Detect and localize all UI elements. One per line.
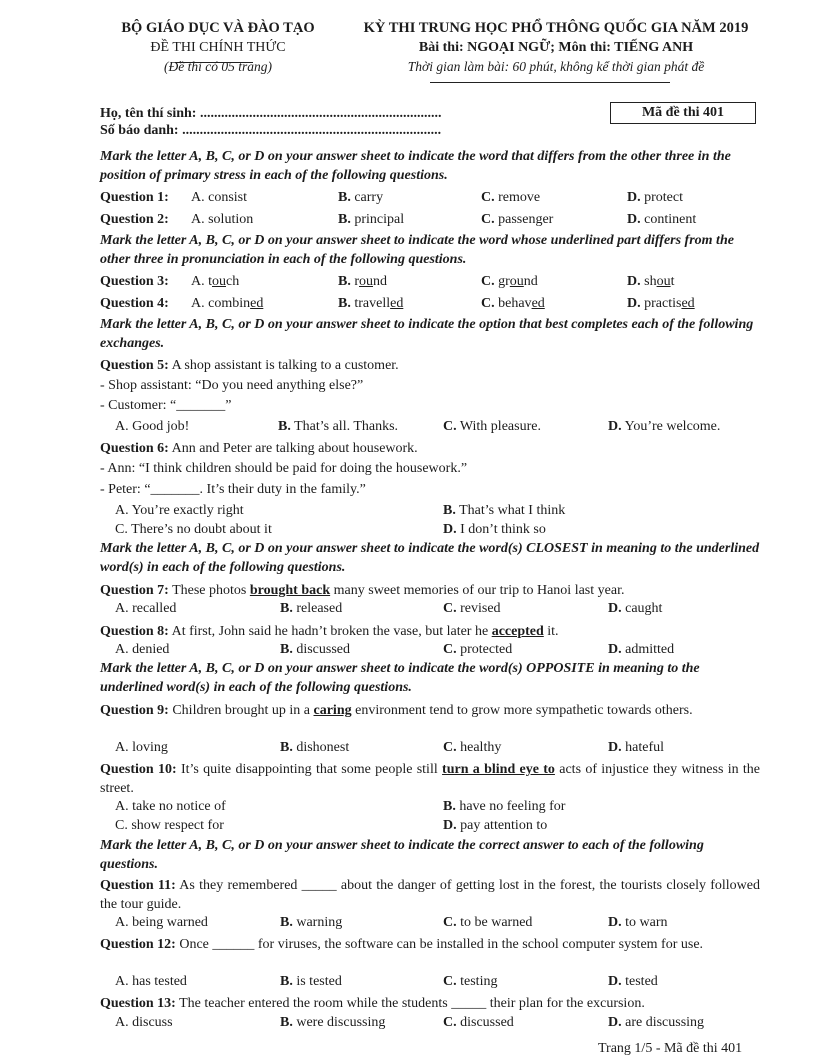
option-text: admitted: [625, 642, 675, 657]
option-text: warning: [296, 915, 343, 930]
option-d: [627, 189, 683, 207]
option-text: healthy: [460, 740, 502, 755]
dialogue-line: - Customer: “_______”: [100, 398, 232, 413]
instruction-closest: Mark the letter A, B, C, or D on your answer sheet to indicate the word(s) CLOSEST in meaning to the underlined word(s) in each of the following questions.: [100, 541, 760, 575]
question-label: Question 5:: [100, 358, 169, 373]
option-letter: C.: [443, 642, 457, 657]
underlined-part: ed: [250, 296, 264, 311]
underlined-phrase: accepted: [491, 624, 544, 639]
option-d: D. shout: [627, 274, 675, 289]
option-text: is tested: [296, 974, 342, 989]
header-left-rule: [175, 62, 253, 63]
option-b: [280, 641, 350, 659]
option-c: C. There’s no doubt about it: [115, 522, 272, 537]
question-label: Question 13:: [100, 996, 176, 1011]
option-text: That’s what I think: [459, 503, 566, 518]
option-letter: B.: [338, 212, 351, 227]
option-b: [280, 1014, 385, 1032]
option-text: hateful: [625, 740, 664, 755]
option-letter: C.: [481, 190, 495, 205]
option-d: [443, 817, 547, 835]
option-c: [443, 914, 532, 932]
option-a: A. denied: [115, 642, 170, 657]
option-letter: D.: [608, 740, 622, 755]
option-letter: B.: [280, 974, 293, 989]
option-text: caught: [625, 601, 663, 616]
option-letter: C.: [443, 419, 457, 434]
option-letter: B.: [280, 642, 293, 657]
official-label: ĐỀ THI CHÍNH THỨC: [150, 40, 286, 55]
option-c: [443, 641, 512, 659]
option-letter: D.: [627, 274, 641, 289]
option-c: C. behaved: [481, 296, 545, 311]
dialogue-line: - Shop assistant: “Do you need anything else?”: [100, 378, 364, 393]
option-b: [280, 973, 342, 991]
question-label: Question 2:: [100, 212, 169, 227]
option-text: dishonest: [296, 740, 350, 755]
option-text: to warn: [625, 915, 668, 930]
exam-time: Thời gian làm bài: 60 phút, không kể thời gian phát đề: [407, 59, 705, 74]
option-a: A. has tested: [115, 974, 187, 989]
question-text: As they remembered _____ about the danger of getting lost in the forest, the tourists closely followed the tour guide.: [100, 878, 760, 912]
instruction-correct: Mark the letter A, B, C, or D on your answer sheet to indicate the correct answer to each of the following questions.: [100, 838, 704, 872]
option-text: discussed: [460, 1015, 514, 1030]
option-d: [608, 739, 664, 757]
instruction-opposite: Mark the letter A, B, C, or D on your answer sheet to indicate the word(s) OPPOSITE in meaning to the underlined word(s) in each of the following questions.: [100, 661, 700, 695]
header-left: [102, 18, 334, 76]
option-text: tested: [625, 974, 658, 989]
option-text: testing: [460, 974, 498, 989]
underlined-part: ou: [509, 274, 524, 289]
option-letter: D.: [627, 212, 641, 227]
option-a: A. being warned: [115, 915, 208, 930]
exam-title: KỲ THI TRUNG HỌC PHỔ THÔNG QUỐC GIA NĂM 2019: [363, 20, 749, 36]
underlined-part: ou: [359, 274, 374, 289]
option-c: [443, 418, 541, 436]
option-b: [338, 189, 383, 207]
underlined-phrase: caring: [313, 703, 352, 718]
dialogue-line: - Peter: “_______. It’s their duty in the family.”: [100, 482, 366, 497]
option-text: passenger: [498, 212, 554, 227]
question-6: [100, 440, 760, 458]
option-b: [280, 914, 342, 932]
option-text: released: [296, 601, 343, 616]
option-text: carry: [354, 190, 384, 205]
option-text: are discussing: [625, 1015, 705, 1030]
question-text: The teacher entered the room while the students _____ their plan for the excursion.: [179, 996, 645, 1011]
underlined-part: ed: [390, 296, 404, 311]
option-letter: C.: [443, 1015, 457, 1030]
question-8: Question 8: At first, John said he hadn’t broken the vase, but later he accepted it.: [100, 624, 559, 639]
underlined-part: ed: [681, 296, 695, 311]
option-a: A. consist: [191, 190, 247, 205]
underlined-part: ou: [212, 274, 226, 289]
question-7: Question 7: These photos brought back many sweet memories of our trip to Hanoi last year.: [100, 583, 625, 598]
exam-code-box: Mã đề thi 401: [610, 102, 756, 124]
option-letter: C.: [443, 974, 457, 989]
option-letter: C.: [481, 296, 495, 311]
question-label: Question 11:: [100, 878, 176, 893]
option-c: C. ground: [481, 274, 538, 289]
option-text: discussed: [296, 642, 351, 657]
option-c: C. show respect for: [115, 818, 224, 833]
option-text: pay attention to: [460, 818, 548, 833]
question-label: Question 3:: [100, 274, 169, 289]
option-letter: D.: [627, 190, 641, 205]
candidate-name-field: Họ, tên thí sinh: .....................................................................: [100, 106, 442, 121]
option-letter: D.: [443, 818, 457, 833]
option-letter: B.: [338, 274, 351, 289]
option-letter: B.: [280, 1015, 293, 1030]
option-text: protected: [460, 642, 513, 657]
option-text: revised: [460, 601, 501, 616]
option-text: to be warned: [460, 915, 533, 930]
question-label: Question 1:: [100, 190, 169, 205]
option-a: A. You’re exactly right: [115, 503, 244, 518]
option-b: [443, 502, 565, 520]
instruction-pronunciation: Mark the letter A, B, C, or D on your answer sheet to indicate the word whose underlined part differs from the other three in pronunciation in each of the following questions.: [100, 233, 734, 267]
option-letter: B.: [443, 503, 456, 518]
option-c: [443, 739, 501, 757]
question-text: Once ______ for viruses, the software can be installed in the school computer system for use.: [179, 937, 704, 952]
option-d: [608, 641, 674, 659]
question-13: [100, 995, 760, 1013]
option-d: [608, 914, 668, 932]
option-d: [627, 211, 696, 229]
option-letter: C.: [443, 601, 457, 616]
option-c: [481, 211, 553, 229]
question-text: A shop assistant is talking to a customer.: [171, 358, 399, 373]
question-label: Question 6:: [100, 441, 169, 456]
question-label: Question 4:: [100, 296, 169, 311]
option-d: [443, 521, 546, 539]
option-d: [608, 600, 662, 618]
option-a: A. combined: [191, 296, 264, 311]
option-a: A. take no notice of: [115, 799, 226, 814]
dialogue-line: - Ann: “I think children should be paid for doing the housework.”: [100, 461, 468, 476]
instruction-exchanges: Mark the letter A, B, C, or D on your answer sheet to indicate the option that best completes each of the following exchanges.: [100, 317, 754, 351]
option-a: A. Good job!: [115, 419, 190, 434]
option-letter: B.: [280, 740, 293, 755]
option-letter: B.: [278, 419, 291, 434]
option-c: [443, 600, 501, 618]
option-a: A. discuss: [115, 1015, 173, 1030]
option-text: You’re welcome.: [624, 419, 721, 434]
page-footer: Trang 1/5 - Mã đề thi 401: [598, 1041, 743, 1056]
option-text: remove: [498, 190, 541, 205]
underlined-part: ed: [531, 296, 545, 311]
instruction-stress: Mark the letter A, B, C, or D on your answer sheet to indicate the word that differs from the other three in the position of primary stress in each of the following questions.: [100, 149, 731, 183]
option-letter: D.: [608, 1015, 622, 1030]
header-right: [336, 18, 776, 76]
option-letter: D.: [608, 419, 622, 434]
underlined-phrase: turn a blind eye to: [442, 762, 555, 777]
option-letter: C.: [481, 274, 495, 289]
option-d: [608, 418, 720, 436]
option-letter: D.: [608, 642, 622, 657]
option-d: [608, 1014, 704, 1032]
pages-note: (Đề thi có 05 trang): [164, 59, 272, 74]
option-letter: D.: [443, 522, 457, 537]
option-d: [608, 973, 658, 991]
option-text: With pleasure.: [459, 419, 541, 434]
question-12: [100, 936, 760, 955]
option-text: I don’t think so: [460, 522, 546, 537]
option-letter: C.: [481, 212, 495, 227]
option-text: protect: [644, 190, 683, 205]
option-letter: B.: [338, 190, 351, 205]
option-letter: D.: [608, 974, 622, 989]
option-a: A. recalled: [115, 601, 177, 616]
option-b: B. travelled: [338, 296, 404, 311]
option-letter: B.: [338, 296, 351, 311]
option-letter: D.: [608, 915, 622, 930]
option-a: A. touch: [191, 274, 240, 289]
question-label: Question 7:: [100, 583, 169, 598]
underlined-phrase: brought back: [249, 583, 331, 598]
option-letter: B.: [280, 915, 293, 930]
candidate-number-field: Số báo danh: ..........................................................................: [100, 123, 442, 138]
question-10: Question 10: It’s quite disappointing that some people still turn a blind eye to acts of injustice they witness in the street.: [100, 762, 761, 796]
question-9: Question 9: Children brought up in a caring environment tend to grow more sympathetic towards others.: [100, 703, 693, 718]
option-text: continent: [644, 212, 697, 227]
option-text: principal: [354, 212, 405, 227]
question-11: [100, 877, 760, 914]
option-b: [278, 418, 398, 436]
option-d: D. practised: [627, 296, 695, 311]
option-letter: B.: [443, 799, 456, 814]
option-text: That’s all. Thanks.: [294, 419, 399, 434]
underlined-part: ou: [656, 274, 671, 289]
option-c: [443, 1014, 514, 1032]
option-a: A. loving: [115, 740, 168, 755]
question-label: Question 12:: [100, 937, 176, 952]
option-letter: B.: [280, 601, 293, 616]
question-label: Question 8:: [100, 624, 169, 639]
option-a: A. solution: [191, 212, 254, 227]
question-label: Question 10:: [100, 762, 177, 777]
exam-subject: Bài thi: NGOẠI NGỮ; Môn thi: TIẾNG ANH: [418, 40, 694, 55]
option-letter: C.: [443, 915, 457, 930]
option-c: [443, 973, 497, 991]
question-text: Ann and Peter are talking about housework.: [171, 441, 418, 456]
option-b: B. round: [338, 274, 388, 289]
option-letter: D.: [608, 601, 622, 616]
question-label: Question 9:: [100, 703, 169, 718]
option-letter: D.: [627, 296, 641, 311]
header-right-rule: [430, 82, 670, 83]
option-b: [280, 739, 349, 757]
option-letter: C.: [443, 740, 457, 755]
question-5: [100, 357, 760, 375]
option-text: were discussing: [296, 1015, 386, 1030]
option-c: [481, 189, 540, 207]
option-b: [338, 211, 404, 229]
option-b: [443, 798, 565, 816]
ministry-name: BỘ GIÁO DỤC VÀ ĐÀO TẠO: [121, 20, 315, 36]
option-text: have no feeling for: [459, 799, 566, 814]
option-b: [280, 600, 342, 618]
